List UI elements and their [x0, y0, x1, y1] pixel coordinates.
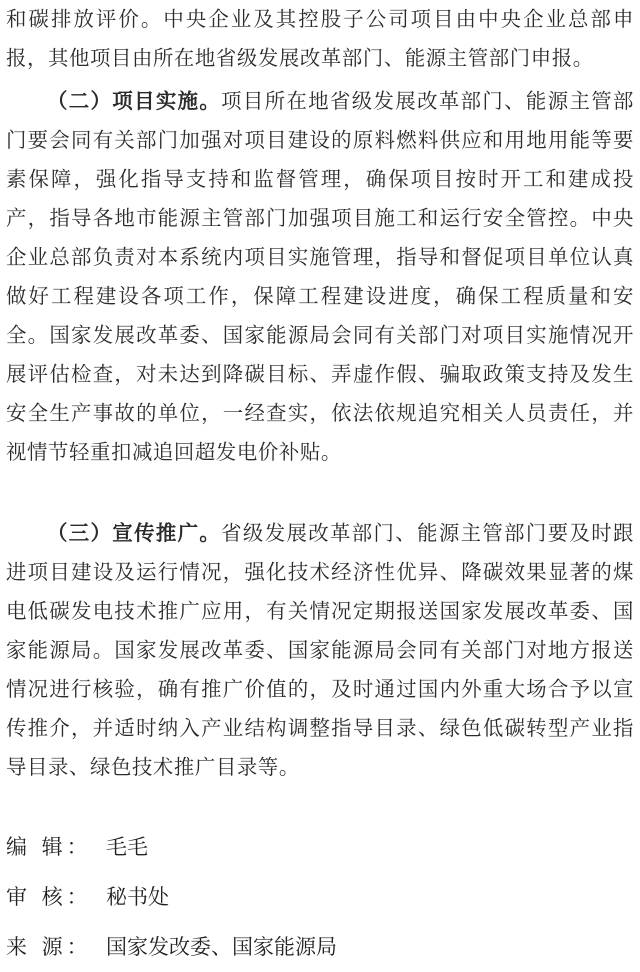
credit-value: 秘书处 — [106, 885, 169, 909]
credit-label: 审 核： — [6, 885, 92, 909]
credit-reviewer — [6, 872, 634, 922]
paragraph-implementation-body: 项目所在地省级发展改革部门、能源主管部门要会同有关部门加强对项目建设的原料燃料供应和用地用能等要素保障，强化指导支持和监督管理，确保项目按时开工和建成投产，指导各地市能源主管部门加强项目施工和运行安全管控。中央企业总部负责对本系统内项目实施管理，指导和督促项目单位认真做好工程建设各项工作，保障工程建设进度，确保工程质量和安全。国家发展改革委、国家能源局会同有关部门对项目实施情况开展评估检查，对未达到降碳目标、弄虚作假、骗取政策支持及发生安全生产事故的单位，一经查实，依法依规追究相关人员责任，并视情节轻重扣减追回超发电价补贴。 — [6, 89, 634, 464]
paragraph-promotion — [6, 514, 634, 787]
credits-block — [6, 822, 634, 972]
paragraph-intro — [6, 0, 634, 78]
credit-editor — [6, 822, 634, 872]
paragraph-project-implementation — [6, 82, 634, 472]
section-heading-promotion: （三）宣传推广。 — [47, 521, 222, 545]
paragraph-intro-text: 和碳排放评价。中央企业及其控股子公司项目由中央企业总部申报，其他项目由所在地省级发展改革部门、能源主管部门申报。 — [6, 7, 634, 70]
credit-label: 编 辑： — [6, 835, 92, 859]
credit-value: 国家发改委、国家能源局 — [106, 935, 337, 959]
credit-value: 毛毛 — [106, 835, 148, 859]
section-heading-implementation: （二）项目实施。 — [47, 89, 222, 113]
credit-label: 来 源： — [6, 935, 92, 959]
paragraph-promotion-body: 省级发展改革部门、能源主管部门要及时跟进项目建设及运行情况，强化技术经济性优异、降碳效果显著的煤电低碳发电技术推广应用，有关情况定期报送国家发展改革委、国家能源局。国家发展改革委、国家能源局会同有关部门对地方报送情况进行核验，确有推广价值的，及时通过国内外重大场合予以宣传推介，并适时纳入产业结构调整指导目录、绿色低碳转型产业指导目录、绿色技术推广目录等。 — [6, 521, 634, 779]
